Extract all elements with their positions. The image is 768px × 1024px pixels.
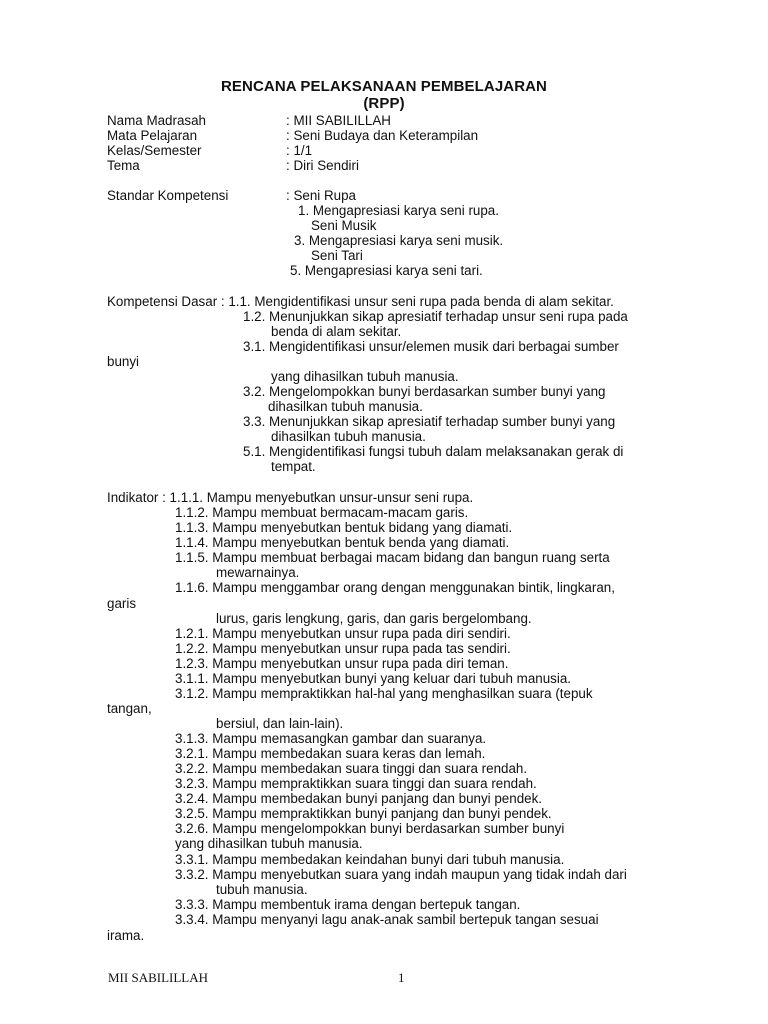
text-line: dihasilkan tubuh manusia. (271, 429, 426, 444)
text-line: Tema (107, 158, 140, 173)
text-line: Kelas/Semester (107, 143, 202, 158)
text-line: 3.2.4. Mampu membedakan bunyi panjang dan bunyi pendek. (175, 791, 543, 806)
text-line: 1.2.3. Mampu menyebutkan unsur rupa pada diri teman. (175, 656, 509, 671)
text-line: yang dihasilkan tubuh manusia. (271, 369, 459, 384)
document-subtitle: (RPP) (363, 95, 405, 112)
text-line: 5.1. Mengidentifikasi fungsi tubuh dalam melaksanakan gerak di (243, 444, 624, 459)
text-line: tubuh manusia. (216, 882, 308, 897)
page-number: 1 (398, 970, 405, 985)
text-line: 3.1. Mengidentifikasi unsur/elemen musik dari berbagai sumber (243, 339, 619, 354)
text-line: : Seni Rupa (286, 188, 356, 203)
text-line: bersiul, dan lain-lain). (216, 716, 344, 731)
text-line: 3.1.1. Mampu menyebutkan bunyi yang keluar dari tubuh manusia. (175, 671, 572, 686)
text-line: 3.3.2. Mampu menyebutkan suara yang indah maupun yang tidak indah dari (175, 867, 627, 882)
text-line: bunyi (107, 354, 140, 369)
text-line: 1.1.5. Mampu membuat berbagai macam bidang dan bangun ruang serta (175, 550, 610, 565)
text-line: mewarnainya. (216, 565, 300, 580)
text-line: 3. Mengapresiasi karya seni musik. (294, 233, 504, 248)
text-line: 1.2. Menunjukkan sikap apresiatif terhadap unsur seni rupa pada (243, 309, 628, 324)
text-line: 1.1.6. Mampu menggambar orang dengan menggunakan bintik, lingkaran, (175, 580, 615, 595)
text-line: lurus, garis lengkung, garis, dan garis bergelombang. (216, 611, 532, 626)
text-line: 3.2.2. Mampu membedakan suara tinggi dan suara rendah. (175, 761, 528, 776)
text-line: Seni Musik (311, 218, 377, 233)
text-line: : Diri Sendiri (286, 158, 359, 173)
footer-school-name: MII SABILILLAH (108, 970, 209, 985)
text-line: tangan, (107, 701, 152, 716)
text-line: 3.2.3. Mampu mempraktikkan suara tinggi dan suara rendah. (175, 776, 537, 791)
text-line: 1.1.4. Mampu menyebutkan bentuk benda yang diamati. (175, 535, 510, 550)
text-line: 3.2.5. Mampu mempraktikkan bunyi panjang dan bunyi pendek. (175, 806, 552, 821)
text-line: yang dihasilkan tubuh manusia. (175, 836, 363, 851)
text-line: dihasilkan tubuh manusia. (268, 399, 423, 414)
text-line: 3.2.1. Mampu membedakan suara keras dan lemah. (175, 746, 486, 761)
text-line: 3.3.3. Mampu membentuk irama dengan bertepuk tangan. (175, 897, 521, 912)
text-line: 1.1.3. Mampu menyebutkan bentuk bidang yang diamati. (175, 520, 513, 535)
text-line: Seni Tari (311, 248, 363, 263)
text-line: 1. Mengapresiasi karya seni rupa. (298, 203, 499, 218)
text-line: 3.3.4. Mampu menyanyi lagu anak-anak sambil bertepuk tangan sesuai (175, 912, 599, 927)
text-line: 3.3.1. Mampu membedakan keindahan bunyi dari tubuh manusia. (175, 852, 565, 867)
text-line: 1.2.1. Mampu menyebutkan unsur rupa pada diri sendiri. (175, 626, 511, 641)
text-line: garis (107, 596, 137, 611)
text-line: Kompetensi Dasar : 1.1. Mengidentifikasi unsur seni rupa pada benda di alam sekitar. (107, 294, 614, 309)
text-line: 1.1.2. Mampu membuat bermacam-macam garis. (175, 505, 469, 520)
text-line: Mata Pelajaran (107, 128, 198, 143)
text-line: 3.2.6. Mampu mengelompokkan bunyi berdasarkan sumber bunyi (175, 821, 565, 836)
text-line: irama. (107, 928, 145, 943)
text-line: 3.1.3. Mampu memasangkan gambar dan suaranya. (175, 731, 487, 746)
text-line: 5. Mengapresiasi karya seni tari. (290, 263, 483, 278)
text-line: 3.2. Mengelompokkan bunyi berdasarkan sumber bunyi yang (243, 384, 606, 399)
text-line: 1.2.2. Mampu menyebutkan unsur rupa pada tas sendiri. (175, 641, 511, 656)
text-line: : MII SABILILLAH (286, 113, 391, 128)
text-line: tempat. (271, 459, 316, 474)
text-line: : 1/1 (286, 143, 313, 158)
text-line: benda di alam sekitar. (271, 324, 402, 339)
text-line: : Seni Budaya dan Keterampilan (286, 128, 479, 143)
text-line: Nama Madrasah (107, 113, 206, 128)
text-line: Standar Kompetensi (107, 188, 229, 203)
text-line: 3.1.2. Mampu mempraktikkan hal-hal yang menghasilkan suara (tepuk (175, 686, 593, 701)
document-title: RENCANA PELAKSANAAN PEMBELAJARAN (221, 78, 547, 95)
text-line: 3.3. Menunjukkan sikap apresiatif terhadap sumber bunyi yang (243, 414, 616, 429)
text-line: Indikator : 1.1.1. Mampu menyebutkan unsur-unsur seni rupa. (107, 490, 474, 505)
